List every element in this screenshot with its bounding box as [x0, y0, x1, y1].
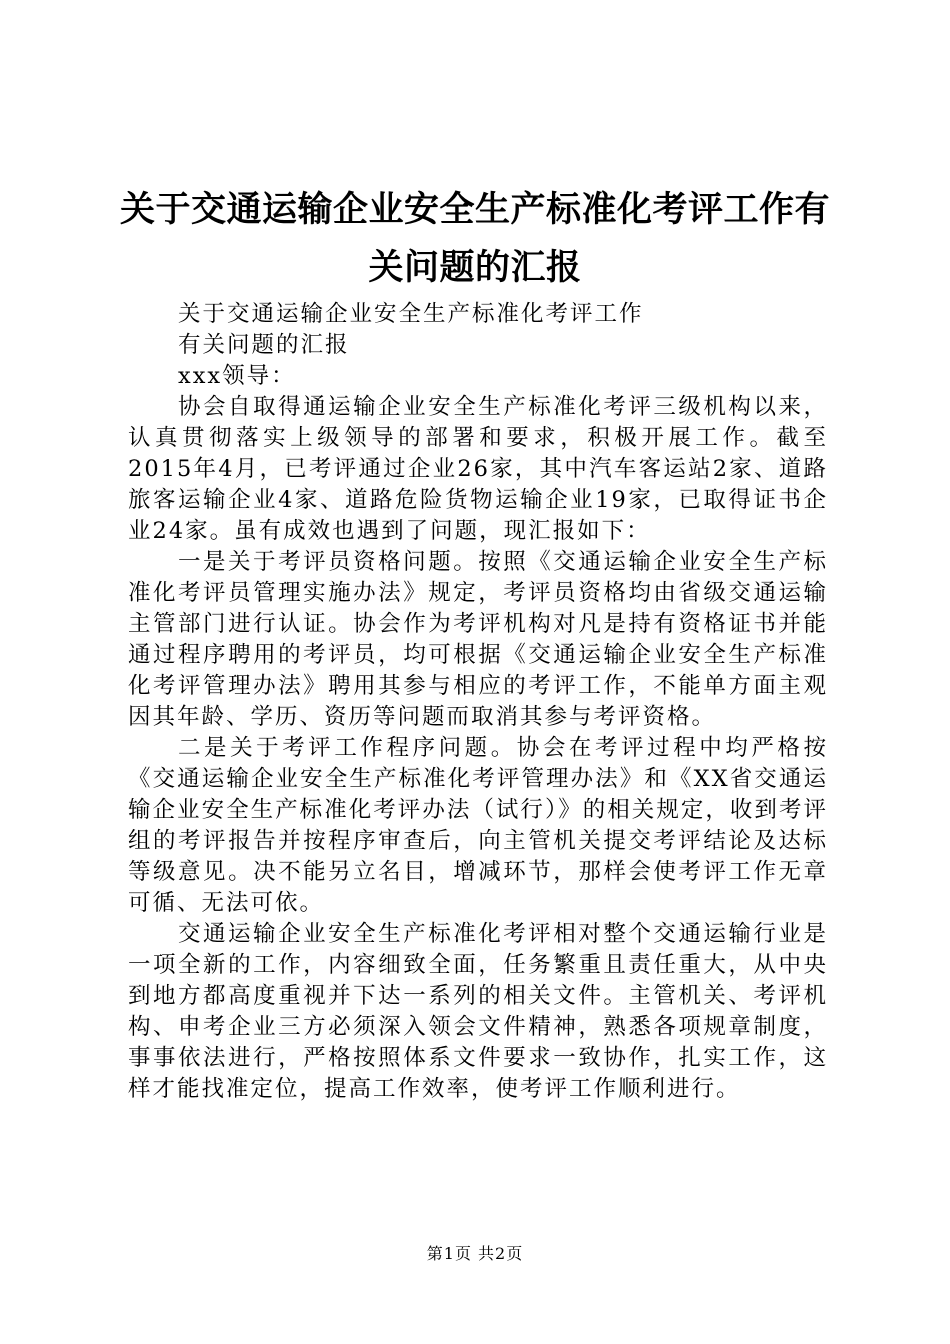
body-paragraph: 交通运输企业安全生产标准化考评相对整个交通运输行业是一项全新的工作，内容细致全面，任务繁重且责任重大，从中央到地方都高度重视并下达一系列的相关文件。主管机关、考评机构、申考企业三方必须深入领会文件精神，熟悉各项规章制度，事事依法进行，严格按照体系文件要求一致协作，扎实工作，这样才能找准定位，提高工作效率，使考评工作顺利进行。 [128, 921, 828, 1102]
body-paragraph: 二是关于考评工作程序问题。协会在考评过程中均严格按《交通运输企业安全生产标准化考评管理办法》和《XX省交通运输企业安全生产标准化考评办法（试行）》的相关规定，收到考评组的考评报告并按程序审查后，向主管机关提交考评结论及达标等级意见。决不能另立名目，增减环节，那样会使考评工作无章可循、无法可依。 [128, 735, 828, 916]
page-number-footer: 第1页 共2页 [426, 1244, 524, 1263]
body-paragraph: 协会自取得通运输企业安全生产标准化考评三级机构以来，认真贯彻落实上级领导的部署和要求，积极开展工作。截至2015年4月，已考评通过企业26家，其中汽车客运站2家、道路旅客运输企业4家、道路危险货物运输企业19家，已取得证书企业24家。虽有成效也遇到了问题，现汇报如下： [128, 394, 828, 544]
body-paragraph-salutation: xxx领导： [178, 363, 296, 389]
body-paragraph: 一是关于考评员资格问题。按照《交通运输企业安全生产标准化考评员管理实施办法》规定，考评员资格均由省级交通运输主管部门进行认证。协会作为考评机构对凡是持有资格证书并能通过程序聘用的考评员，均可根据《交通运输企业安全生产标准化考评管理办法》聘用其参与相应的考评工作，不能单方面主观因其年龄、学历、资历等问题而取消其参与考评资格。 [128, 549, 828, 730]
document-title-line-2: 关问题的汇报 [368, 248, 582, 288]
body-paragraph-subtitle-1: 关于交通运输企业安全生产标准化考评工作 [178, 301, 644, 327]
document-title-line-1: 关于交通运输企业安全生产标准化考评工作有 [119, 190, 830, 230]
body-paragraph-subtitle-2: 有关问题的汇报 [178, 332, 350, 358]
document-body [128, 299, 828, 1105]
